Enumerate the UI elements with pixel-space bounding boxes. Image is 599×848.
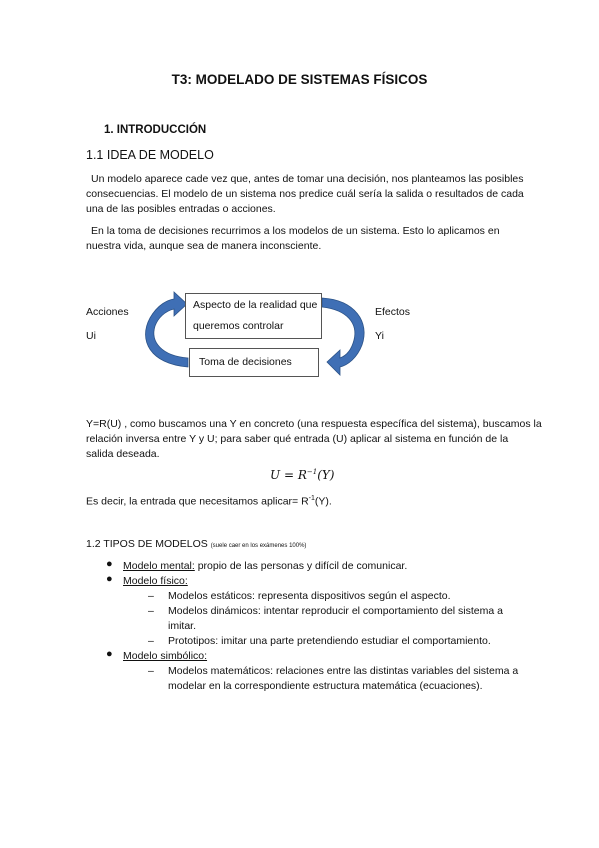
- paragraph-line: salida deseada.: [86, 448, 160, 460]
- bullet-icon: ●: [106, 558, 113, 570]
- dash-icon: –: [148, 590, 154, 602]
- list-item-text: propio de las personas y difícil de comunicar.: [194, 560, 408, 572]
- paragraph-line: consecuencias. El modelo de un sistema nos predice cuál sería la salida o resultados de cada: [86, 188, 524, 200]
- paragraph-line: En la toma de decisiones recurrimos a los modelos de un sistema. Esto lo aplicamos en: [91, 225, 500, 237]
- bullet-icon: ●: [106, 648, 113, 660]
- text: Es decir, la entrada que necesitamos aplicar= R: [86, 495, 309, 508]
- subsection-heading-tipos-de-modelos: [86, 537, 306, 554]
- diagram-label-yi: Yi: [375, 330, 384, 342]
- list-item-label: Modelo simbólico:: [123, 650, 208, 662]
- paragraph-line: Un modelo aparece cade vez que, antes de tomar una decisión, nos planteamos las posibles: [91, 173, 524, 185]
- paragraph-line: una de las posibles entradas o acciones.: [86, 203, 276, 215]
- diagram-label-acciones: Acciones: [86, 306, 129, 318]
- diagram-label-efectos: Efectos: [375, 306, 411, 318]
- list-item-label: Modelo mental:: [123, 560, 195, 572]
- paragraph-line: nuestra vida, aunque sea de manera inconsciente.: [86, 240, 322, 252]
- box-text-line-1: Aspecto de la realidad que: [193, 299, 318, 311]
- formula: [270, 468, 334, 482]
- left-curved-arrow: [146, 292, 188, 367]
- dash-icon: –: [148, 605, 154, 617]
- diagram-box-toma-decisiones: [189, 348, 319, 377]
- section-heading-introduccion: 1. INTRODUCCIÓN: [104, 124, 207, 136]
- diagram-box-aspecto: [185, 293, 322, 339]
- list-item: [123, 559, 407, 574]
- dash-icon: –: [148, 665, 154, 677]
- list-item-label: Modelo físico:: [123, 575, 188, 587]
- diagram-label-ui: Ui: [86, 330, 96, 342]
- box-text: Toma de decisiones: [199, 356, 292, 368]
- page-title: T3: MODELADO DE SISTEMAS FÍSICOS: [171, 72, 428, 87]
- sub-list-item-continued: imitar.: [168, 620, 197, 632]
- sub-list-item: Prototipos: imitar una parte pretendiendo estudiar el comportamiento.: [168, 635, 491, 647]
- formula-lhs: U: [270, 468, 281, 482]
- paragraph-line: Y=R(U) , como buscamos una Y en concreto (una respuesta específica del sistema), buscamos la: [86, 418, 542, 430]
- sub-list-item-continued: modelar en la correspondiente estructura matemática (ecuaciones).: [168, 680, 483, 692]
- superscript: -1: [308, 495, 315, 502]
- sub-list-item: Modelos estáticos: representa dispositivos según el aspecto.: [168, 590, 451, 602]
- sub-list-item: Modelos matemáticos: relaciones entre las distintas variables del sistema a: [168, 665, 519, 677]
- heading-text: 1.2 TIPOS DE MODELOS: [86, 538, 208, 550]
- heading-note: (suele caer en los exámenes 100%): [210, 543, 307, 549]
- paragraph-line: relación inversa entre Y y U; para saber qué entrada (U) aplicar al sistema en función de la: [86, 433, 509, 445]
- subsection-heading-idea-de-modelo: 1.1 IDEA DE MODELO: [86, 148, 214, 162]
- paragraph-line: [86, 491, 332, 510]
- dash-icon: –: [148, 635, 154, 647]
- box-text-line-2: queremos controlar: [193, 320, 284, 332]
- text: (Y).: [314, 495, 332, 508]
- right-curved-arrow: [322, 298, 364, 375]
- formula-rhs: (Y): [317, 468, 335, 482]
- formula-exp: −1: [306, 468, 318, 476]
- formula-eq: = R: [283, 468, 307, 482]
- bullet-icon: ●: [106, 573, 113, 585]
- sub-list-item: Modelos dinámicos: intentar reproducir el comportamiento del sistema a: [168, 605, 503, 617]
